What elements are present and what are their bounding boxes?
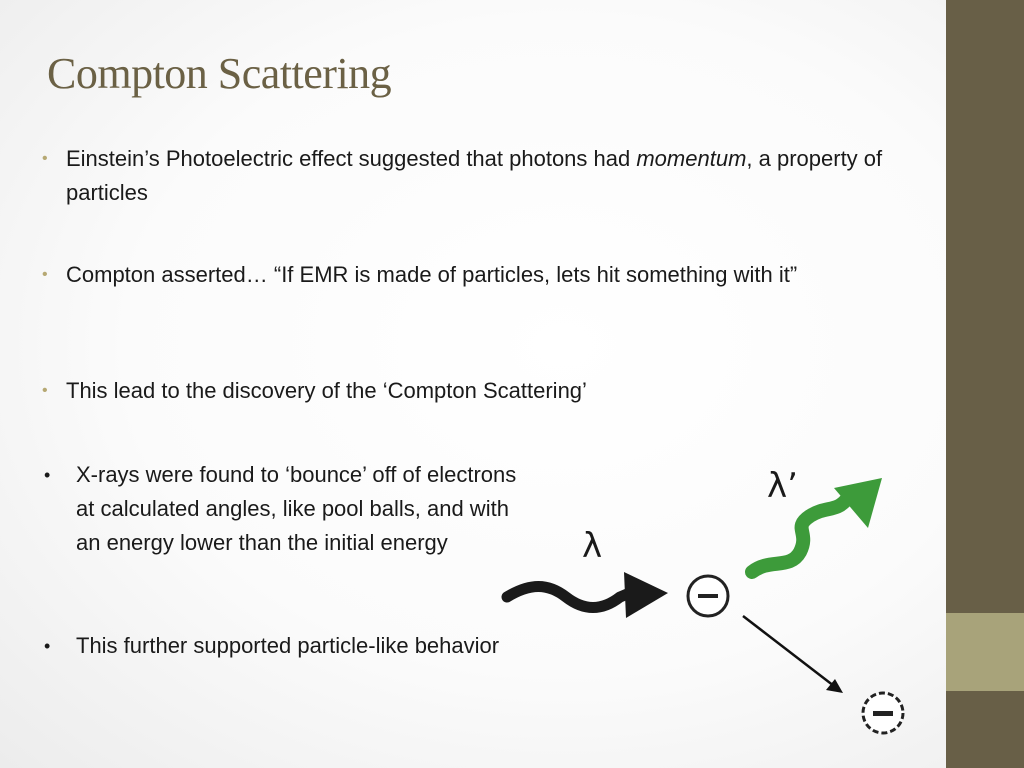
sidebar-light-band bbox=[946, 613, 1024, 691]
bullet-discovery: This lead to the discovery of the ‘Compton Scattering’ bbox=[66, 378, 587, 403]
electron-icon bbox=[688, 576, 728, 616]
bullet-compton-asserted: Compton asserted… “If EMR is made of particles, lets hit something with it” bbox=[66, 262, 798, 287]
recoil-arrow-icon bbox=[743, 616, 843, 693]
bullet-particle-behavior: This further supported particle-like behavior bbox=[76, 633, 500, 658]
slide-title: Compton Scattering bbox=[47, 49, 392, 98]
bullet-marker: • bbox=[42, 382, 48, 399]
sidebar-dark-band bbox=[946, 0, 1024, 613]
bullet-xrays-bounce: X-rays were found to ‘bounce’ off of electrons at calculated angles, like pool balls, and with an energy lower than the initial energy bbox=[76, 462, 517, 555]
recoil-electron-icon bbox=[863, 693, 903, 733]
incident-wavelength-label: λ bbox=[582, 526, 603, 566]
scattered-wavelength-label: λ’ bbox=[767, 466, 798, 506]
bullet-photoelectric: Einstein’s Photoelectric effect suggested that photons had momentum, a property of particles bbox=[66, 146, 883, 205]
bullet-marker: • bbox=[42, 150, 48, 167]
wavy-incident-arrow-icon bbox=[507, 572, 668, 618]
decorative-sidebar bbox=[946, 0, 1024, 768]
bullet-marker: • bbox=[44, 465, 51, 485]
emphasis-momentum: momentum bbox=[636, 146, 747, 171]
bullet-marker: • bbox=[42, 266, 48, 283]
sidebar-dark-band-bottom bbox=[946, 691, 1024, 768]
bullet-marker: • bbox=[44, 636, 51, 656]
